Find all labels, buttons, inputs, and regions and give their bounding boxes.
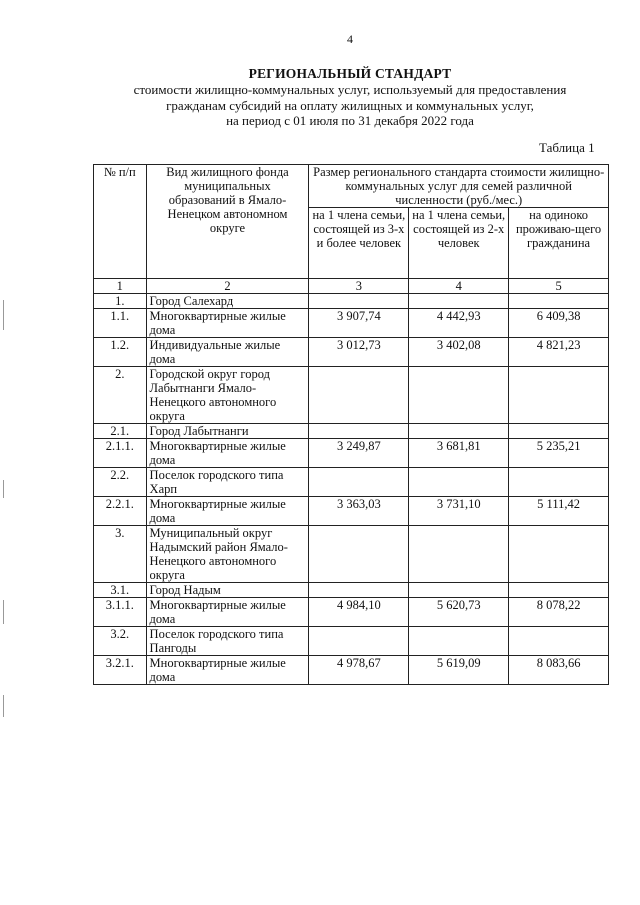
scan-margin-marks (3, 300, 7, 720)
subtitle-line: гражданам субсидий на оплату жилищных и коммунальных услуг, (166, 97, 534, 113)
value-family-3plus (309, 367, 409, 424)
value-family-3plus (309, 526, 409, 583)
row-number: 2.1. (94, 424, 147, 439)
value-single (509, 583, 609, 598)
table-row (94, 583, 609, 598)
subtitle-line: стоимости жилищно-коммунальных услуг, используемый для предоставления (133, 82, 567, 97)
value-family-3plus (309, 294, 409, 309)
row-number: 1.2. (94, 338, 147, 367)
table-row (94, 526, 609, 583)
table-row (94, 468, 609, 497)
table-row (94, 627, 609, 656)
row-number: 2.2.1. (94, 497, 147, 526)
value-family-2 (409, 627, 509, 656)
value-family-2: 3 731,10 (409, 497, 509, 526)
column-index: 5 (509, 279, 609, 294)
value-family-3plus: 4 984,10 (309, 598, 409, 627)
header-family-2: на 1 члена семьи, состоящей из 2-х человек (409, 208, 509, 279)
value-family-2 (409, 294, 509, 309)
value-family-3plus (309, 468, 409, 497)
table-row (94, 424, 609, 439)
row-housing-type: Многоквартирные жилые дома (146, 309, 309, 338)
value-family-3plus: 3 907,74 (309, 309, 409, 338)
row-number: 1. (94, 294, 147, 309)
table-caption: Таблица 1 (539, 140, 595, 155)
row-housing-type: Индивидуальные жилые дома (146, 338, 309, 367)
value-single: 5 111,42 (509, 497, 609, 526)
value-family-2 (409, 468, 509, 497)
column-index-row (94, 279, 609, 294)
value-single (509, 294, 609, 309)
row-number: 2.1.1. (94, 439, 147, 468)
value-single (509, 627, 609, 656)
value-single (509, 526, 609, 583)
subtitle-line: на период с 01 июля по 31 декабря 2022 года (226, 113, 474, 128)
row-housing-type: Город Салехард (146, 294, 309, 309)
document-title: РЕГИОНАЛЬНЫЙ СТАНДАРТ (248, 66, 452, 81)
value-family-2: 5 619,09 (409, 656, 509, 685)
row-housing-type: Многоквартирные жилые дома (146, 439, 309, 468)
value-family-2 (409, 583, 509, 598)
row-housing-type: Многоквартирные жилые дома (146, 656, 309, 685)
value-family-2: 3 402,08 (409, 338, 509, 367)
value-single: 8 078,22 (509, 598, 609, 627)
document-subtitle (0, 82, 640, 129)
header-single: на одиноко проживаю-щего гражданина (509, 208, 609, 279)
column-index: 2 (146, 279, 309, 294)
row-number: 3. (94, 526, 147, 583)
table-row (94, 367, 609, 424)
value-single: 6 409,38 (509, 309, 609, 338)
table-row (94, 497, 609, 526)
value-single (509, 424, 609, 439)
value-family-3plus: 3 363,03 (309, 497, 409, 526)
column-index: 1 (94, 279, 147, 294)
value-family-2 (409, 367, 509, 424)
row-housing-type: Городской округ город Лабытнанги Ямало-Ненецкого автономного округа (146, 367, 309, 424)
value-family-3plus: 3 249,87 (309, 439, 409, 468)
row-number: 3.2.1. (94, 656, 147, 685)
row-number: 2. (94, 367, 147, 424)
value-family-2 (409, 526, 509, 583)
table-row (94, 439, 609, 468)
row-number: 2.2. (94, 468, 147, 497)
value-single: 8 083,66 (509, 656, 609, 685)
row-housing-type: Поселок городского типа Пангоды (146, 627, 309, 656)
row-housing-type: Многоквартирные жилые дома (146, 598, 309, 627)
page-number: 4 (347, 32, 353, 46)
row-housing-type: Поселок городского типа Харп (146, 468, 309, 497)
header-housing-type: Вид жилищного фонда муниципальных образований в Ямало-Ненецком автономном округе (146, 165, 309, 279)
value-family-3plus: 3 012,73 (309, 338, 409, 367)
value-family-3plus: 4 978,67 (309, 656, 409, 685)
regional-standard-table (93, 164, 609, 685)
row-number: 3.1.1. (94, 598, 147, 627)
table-row (94, 294, 609, 309)
header-number: № п/п (94, 165, 147, 279)
row-number: 3.1. (94, 583, 147, 598)
table-row (94, 656, 609, 685)
value-family-2: 5 620,73 (409, 598, 509, 627)
row-housing-type: Город Надым (146, 583, 309, 598)
header-standard-size: Размер регионального стандарта стоимости жилищно-коммунальных услуг для семей различной численности (руб./мес.) (309, 165, 609, 208)
value-family-3plus (309, 583, 409, 598)
row-number: 3.2. (94, 627, 147, 656)
header-family-3plus: на 1 члена семьи, состоящей из 3-х и более человек (309, 208, 409, 279)
value-family-2: 4 442,93 (409, 309, 509, 338)
row-number: 1.1. (94, 309, 147, 338)
value-family-2: 3 681,81 (409, 439, 509, 468)
table-row (94, 309, 609, 338)
value-single: 4 821,23 (509, 338, 609, 367)
value-family-2 (409, 424, 509, 439)
row-housing-type: Многоквартирные жилые дома (146, 497, 309, 526)
row-housing-type: Муниципальный округ Надымский район Ямало-Ненецкого автономного округа (146, 526, 309, 583)
value-single: 5 235,21 (509, 439, 609, 468)
value-single (509, 468, 609, 497)
column-index: 3 (309, 279, 409, 294)
table-row (94, 338, 609, 367)
row-housing-type: Город Лабытнанги (146, 424, 309, 439)
table-row (94, 598, 609, 627)
value-single (509, 367, 609, 424)
value-family-3plus (309, 424, 409, 439)
value-family-3plus (309, 627, 409, 656)
column-index: 4 (409, 279, 509, 294)
